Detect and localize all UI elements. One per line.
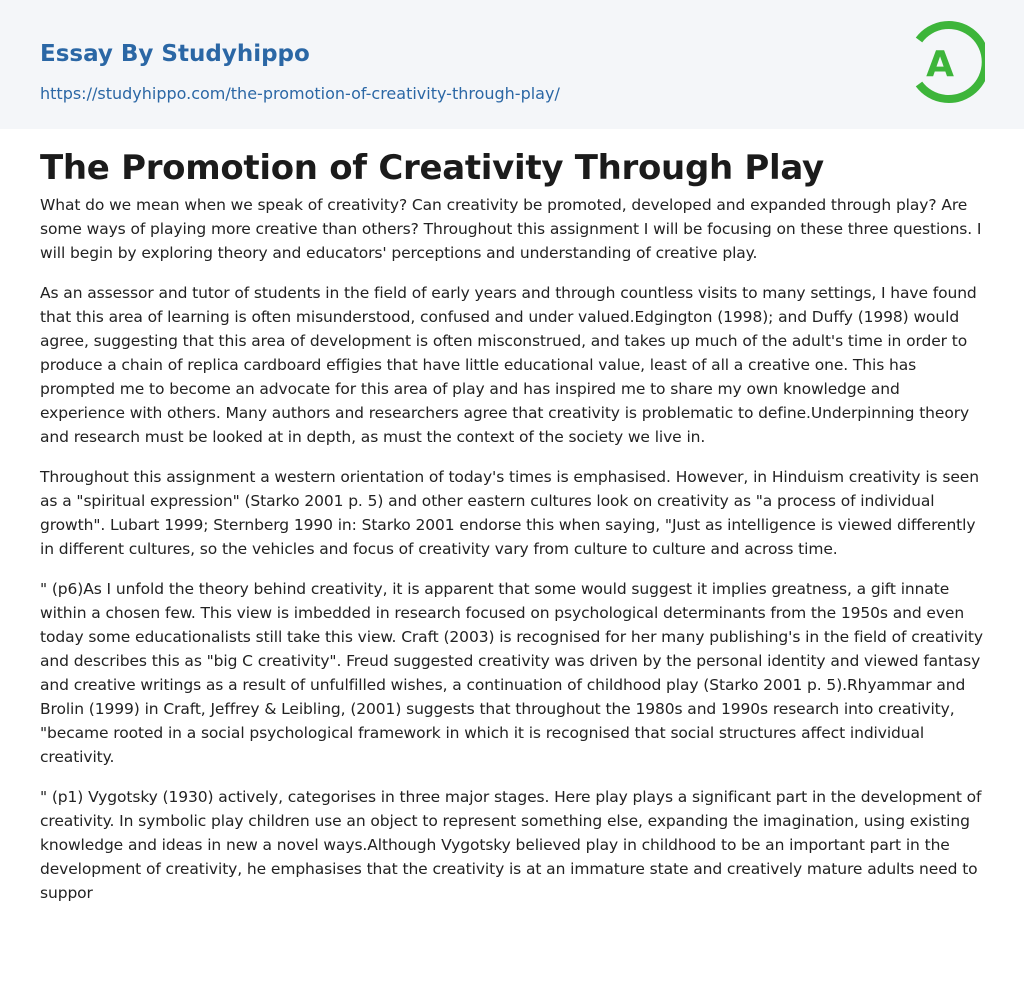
logo-letter: A — [926, 44, 954, 85]
page-title: The Promotion of Creativity Through Play — [40, 148, 824, 188]
studyhippo-logo-icon[interactable] — [911, 19, 985, 105]
essay-paragraph: What do we mean when we speak of creativity? Can creativity be promoted, developed and expanded through play? Are some ways of playing more creative than others? Throughout this assignment I will be focusing on these three questions. I will begin by exploring theory and educators' perceptions and understanding of creative play. — [40, 196, 982, 262]
essay-paragraph: Throughout this assignment a western orientation of today's times is emphasised. However, in Hinduism creativity is seen as a "spiritual expression" (Starko 2001 p. 5) and other eastern cultures look on creativity as "a process of individual growth". Lubart 1999; Sternberg 1990 in: Starko 2001 endorse this when saying, "Just as intelligence is viewed differently in different cultures, so the vehicles and focus of creativity vary from culture to culture and across time. — [40, 468, 979, 558]
essay-url-link[interactable]: https://studyhippo.com/the-promotion-of-creativity-through-play/ — [40, 84, 560, 103]
essay-paragraph: " (p6)As I unfold the theory behind creativity, it is apparent that some would suggest it implies greatness, a gift innate within a chosen few. This view is imbedded in research focused on psychological determinants from the 1950s and even today some educationalists still take this view. Craft (2003) is recognised for her many publishing's in the field of creativity and describes this as "big C creativity". Freud suggested creativity was driven by the personal identity and viewed fantasy and creative writings as a result of unfulfilled wishes, a continuation of childhood play (Starko 2001 p. 5).Rhyammar and Brolin (1999) in Craft, Jeffrey & Leibling, (2001) suggests that throughout the 1980s and 1990s research into creativity, "became rooted in a social psychological framework in which it is recognised that social structures affect individual creativity. — [40, 580, 983, 766]
site-brand[interactable]: Essay By Studyhippo — [40, 41, 310, 67]
essay-content — [0, 129, 1024, 905]
essay-paragraph: " (p1) Vygotsky (1930) actively, categorises in three major stages. Here play plays a significant part in the development of creativity. In symbolic play children use an object to represent something else, expanding the imagination, using existing knowledge and ideas in new a novel ways.Although Vygotsky believed play in childhood to be an important part in the development of creativity, he emphasises that the creativity is at an immature state and creatively mature adults need to suppor — [40, 788, 982, 902]
site-header — [0, 0, 1024, 129]
essay-paragraph: As an assessor and tutor of students in the field of early years and through countless visits to many settings, I have found that this area of learning is often misunderstood, confused and under valued.Edgington (1998); and Duffy (1998) would agree, suggesting that this area of development is often misconstrued, and takes up much of the adult's time in order to produce a chain of replica cardboard effigies that have little educational value, least of all a creative one. This has prompted me to become an advocate for this area of play and has inspired me to share my own knowledge and experience with others. Many authors and researchers agree that creativity is problematic to define.Underpinning theory and research must be looked at in depth, as must the context of the society we live in. — [40, 284, 977, 446]
